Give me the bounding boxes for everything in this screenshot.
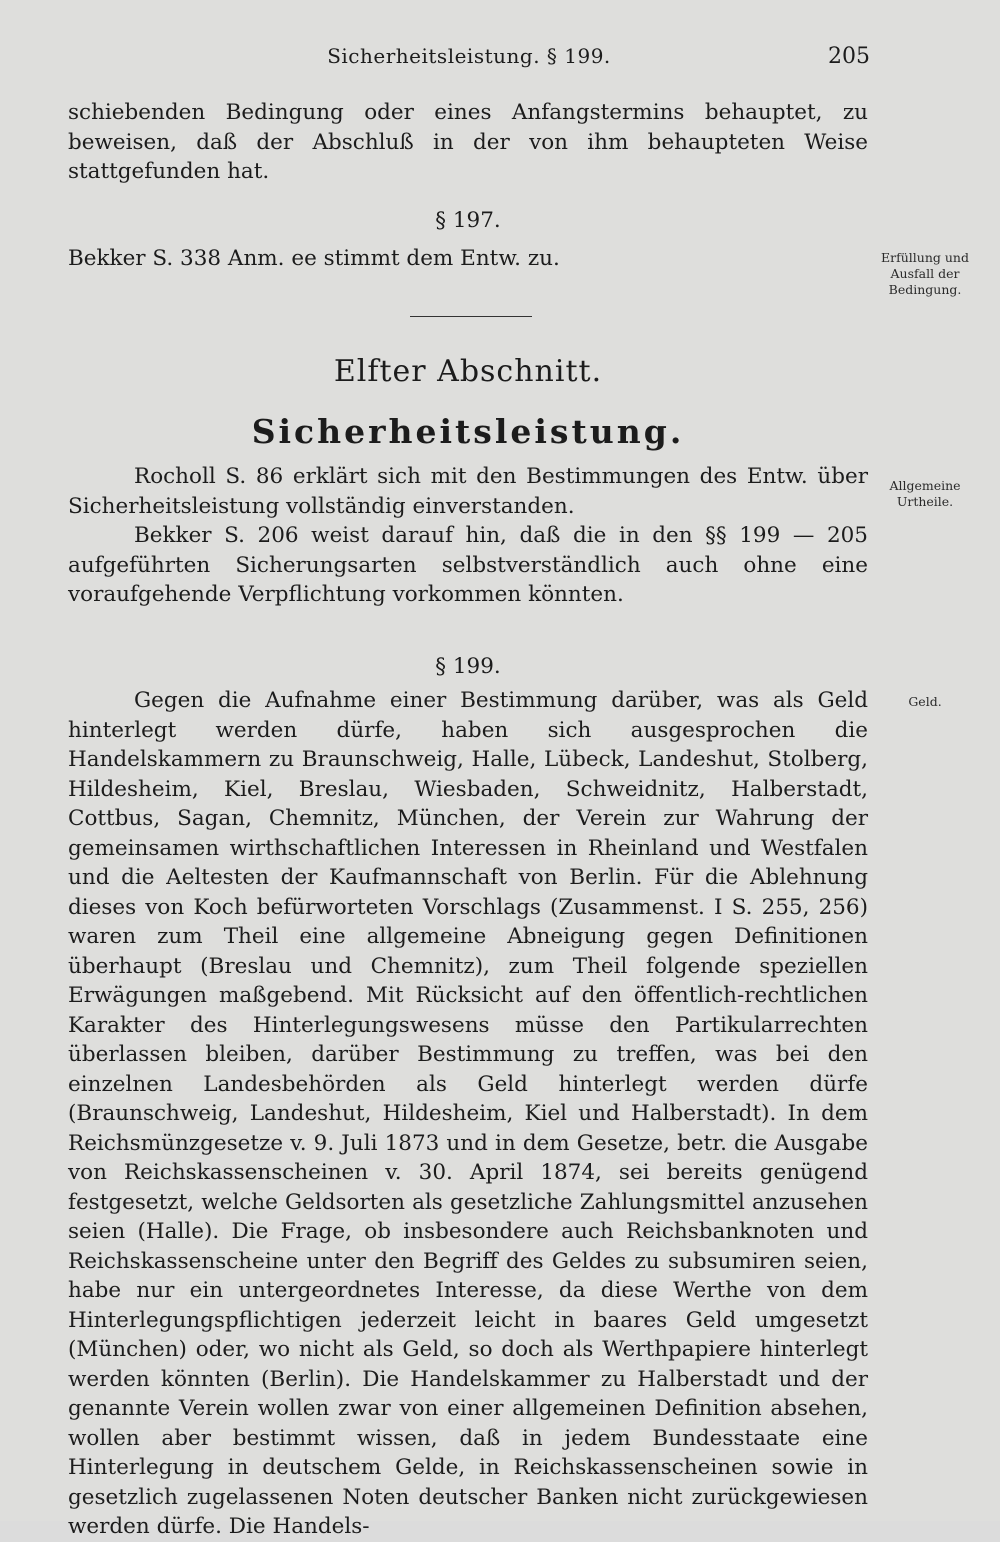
margin-note-erfuellung: Erfüllung und Ausfall der Bedingung.	[881, 250, 969, 297]
section-subtitle: Sicherheitsleistung.	[251, 412, 685, 451]
section-199-text: Gegen die Aufnahme einer Bestimmung darüber, was als Geld hinterlegt werden dürfe, haben sich ausgesprochen die Handelskammern zu Braunschweig, Halle, Lübeck, Landeshut, Stolberg, Hildesheim, Kiel, Breslau, Wiesbaden, Schweidnitz, Halberstadt, Cottbus, Sagan, Chemnitz, München, der Verein zur Wahrung der gemeinsamen wirthschaftlichen Interessen in Rheinland und Westfalen und die Aeltesten der Kaufmannschaft von Berlin. Für die Ablehnung dieses von Koch befürworteten Vorschlags (Zusammenst. I S. 255, 256) waren zum Theil eine allgemeine Abneigung gegen Definitionen überhaupt (Breslau und Chemnitz), zum Theil folgende speziellen Erwägungen maßgebend. Mit Rücksicht auf den öffentlich-rechtlichen Karakter des Hinterlegungswesens müsse den Partikularrechten überlassen bleiben, darüber Bestimmung zu treffen, was bei den einzelnen Landesbehörden als Geld hinterlegt werden dürfe (Braunschweig, Landeshut, Hildesheim, Kiel und Halberstadt). In dem Reichsmünzgesetze v. 9. Juli 1873 und in dem Gesetze, betr. die Ausgabe von Reichskassenscheinen v. 30. April 1874, sei bereits genügend festgesetzt, welche Geldsorten als gesetzliche Zahlungsmittel anzusehen seien (Halle). Die Frage, ob insbesondere auch Reichsbanknoten und Reichskassenscheine unter den Begriff des Geldes zu subsumiren seien, habe nur ein untergeordnetes Interesse, da diese Werthe von dem Hinterlegungspflichtigen jederzeit leicht in baares Geld umgesetzt (München) oder, wo nicht als Geld, so doch als Werthpapiere hinterlegt werden könnten (Berlin). Die Handelskammer zu Halberstadt und der genannte Verein wollen zwar von einer allgemeinen Definition absehen, wollen aber bestimmt wissen, daß in jedem Bundesstaate eine Hinterlegung in deutschem Gelde, in Reichskassenscheinen sowie in gesetzlich zugelassenen Noten deutscher Banken nicht zurückgewiesen werden dürfe. Die Handels-	[68, 688, 868, 1539]
section-199-body	[68, 686, 868, 1542]
top-paragraph: schiebenden Bedingung oder eines Anfangstermins behauptet, zu beweisen, daß der Abschluß in der von ihm behaupteten Weise stattgefunden hat.	[68, 100, 868, 184]
section-199-heading: § 199.	[435, 654, 501, 679]
intro-block	[68, 462, 868, 610]
section-197	[68, 206, 868, 236]
margin-note-allgemeine-urtheile: Allgemeine Urtheile.	[889, 478, 961, 509]
page-number: 205	[828, 44, 870, 69]
section-197-body	[68, 244, 868, 274]
section-199	[68, 652, 868, 682]
margin-note-geld: Geld.	[908, 694, 942, 709]
intro-paragraph-2: Bekker S. 206 weist darauf hin, daß die in den §§ 199 — 205 aufgeführten Sicherungsarten selbstverständlich auch ohne eine voraufgehende Verpflichtung vorkommen könnten.	[68, 523, 868, 607]
section-197-text: Bekker S. 338 Anm. ee stimmt dem Entw. zu.	[68, 246, 560, 271]
intro-paragraph-1: Rocholl S. 86 erklärt sich mit den Bestimmungen des Entw. über Sicherheitsleistung vollständig einverstanden.	[68, 464, 868, 519]
top-paragraph-block	[68, 98, 868, 187]
page-header	[68, 44, 870, 76]
section-197-heading: § 197.	[435, 208, 501, 233]
running-title: Sicherheitsleistung. § 199.	[327, 44, 611, 68]
section-divider-rule	[410, 316, 532, 317]
section-title: Elfter Abschnitt.	[333, 354, 603, 389]
